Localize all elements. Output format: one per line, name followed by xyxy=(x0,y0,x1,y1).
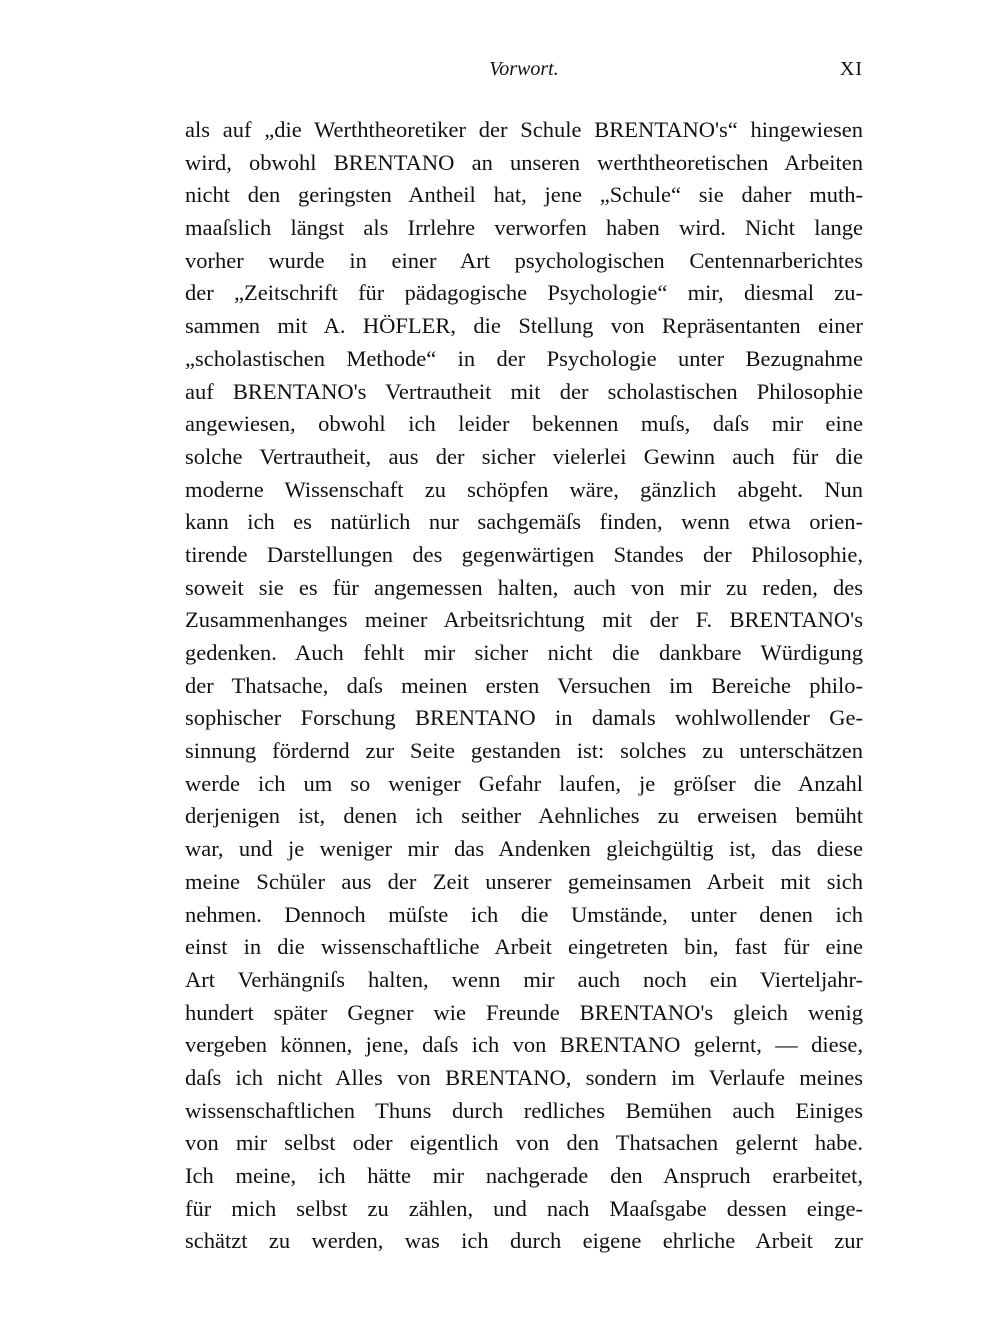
text-line-7: sammen mit A. HÖFLER, die Stellung von Repräsentanten einer xyxy=(185,313,863,339)
text-line-29: vergeben können, jene, daſs ich von BRENTANO gelernt, — diese, xyxy=(185,1032,863,1058)
text-line-22: derjenigen ist, denen ich seither Aehnliches zu erweisen bemüht xyxy=(185,803,863,829)
text-line-3: nicht den geringsten Antheil hat, jene „Schule“ sie daher muth- xyxy=(185,182,863,208)
text-line-10: angewiesen, obwohl ich leider bekennen muſs, daſs mir eine xyxy=(185,411,863,437)
text-line-20: sinnung fördernd zur Seite gestanden ist: solches zu unterschätzen xyxy=(185,738,863,764)
text-line-16: Zusammenhanges meiner Arbeitsrichtung mit der F. BRENTANO's xyxy=(185,607,863,633)
text-line-4: maaſslich längst als Irrlehre verworfen haben wird. Nicht lange xyxy=(185,215,863,241)
text-line-14: tirende Darstellungen des gegenwärtigen Standes der Philosophie, xyxy=(185,541,863,567)
text-line-13: kann ich es natürlich nur sachgemäſs finden, wenn etwa orien- xyxy=(185,509,863,535)
text-line-21: werde ich um so weniger Gefahr laufen, je gröſser die Anzahl xyxy=(185,770,863,796)
text-line-19: sophischer Forschung BRENTANO in damals wohlwollender Ge- xyxy=(185,705,863,731)
text-line-15: soweit sie es für angemessen halten, auch von mir zu reden, des xyxy=(185,574,863,600)
text-line-28: hundert später Gegner wie Freunde BRENTANO's gleich wenig xyxy=(185,999,863,1025)
text-line-30: daſs ich nicht Alles von BRENTANO, sondern im Verlaufe meines xyxy=(185,1064,863,1090)
text-line-5: vorher wurde in einer Art psychologischen Centennarberichtes xyxy=(185,247,863,273)
text-line-34: für mich selbst zu zählen, und nach Maaſsgabe dessen einge- xyxy=(185,1195,863,1221)
text-line-1: als auf „die Werththeoretiker der Schule BRENTANO's“ hingewiesen xyxy=(185,117,863,142)
text-line-26: einst in die wissenschaftliche Arbeit eingetreten bin, fast für eine xyxy=(185,934,863,960)
text-line-32: von mir selbst oder eigentlich von den Thatsachen gelernt habe. xyxy=(185,1130,863,1156)
text-line-23: war, und je weniger mir das Andenken gleichgültig ist, das diese xyxy=(185,836,863,862)
page-number: XI xyxy=(839,58,863,80)
page-header xyxy=(185,58,863,90)
text-line-33: Ich meine, ich hätte mir nachgerade den Anspruch erarbeitet, xyxy=(185,1163,863,1188)
running-title: Vorwort. xyxy=(489,58,559,80)
text-line-18: der Thatsache, daſs meinen ersten Versuchen im Bereiche philo- xyxy=(185,672,863,698)
text-line-8: „scholastischen Methode“ in der Psychologie unter Bezugnahme xyxy=(185,345,863,371)
body-text xyxy=(185,114,863,1258)
text-line-11: solche Vertrautheit, aus der sicher vielerlei Gewinn auch für die xyxy=(185,443,863,469)
text-line-31: wissenschaftlichen Thuns durch redliches Bemühen auch Einiges xyxy=(185,1097,863,1123)
text-line-2: wird, obwohl BRENTANO an unseren werththeoretischen Arbeiten xyxy=(185,149,863,175)
text-line-35: schätzt zu werden, was ich durch eigene ehrliche Arbeit zur xyxy=(185,1228,863,1254)
text-line-24: meine Schüler aus der Zeit unserer gemeinsamen Arbeit mit sich xyxy=(185,868,863,894)
text-line-27: Art Verhängniſs halten, wenn mir auch noch ein Vierteljahr- xyxy=(185,966,863,992)
text-line-17: gedenken. Auch fehlt mir sicher nicht die dankbare Würdigung xyxy=(185,640,863,665)
text-line-6: der „Zeitschrift für pädagogische Psychologie“ mir, diesmal zu- xyxy=(185,280,863,306)
text-line-9: auf BRENTANO's Vertrautheit mit der scholastischen Philosophie xyxy=(185,378,863,404)
text-line-12: moderne Wissenschaft zu schöpfen wäre, gänzlich abgeht. Nun xyxy=(185,476,863,502)
text-line-25: nehmen. Dennoch müſste ich die Umstände, unter denen ich xyxy=(185,901,863,927)
